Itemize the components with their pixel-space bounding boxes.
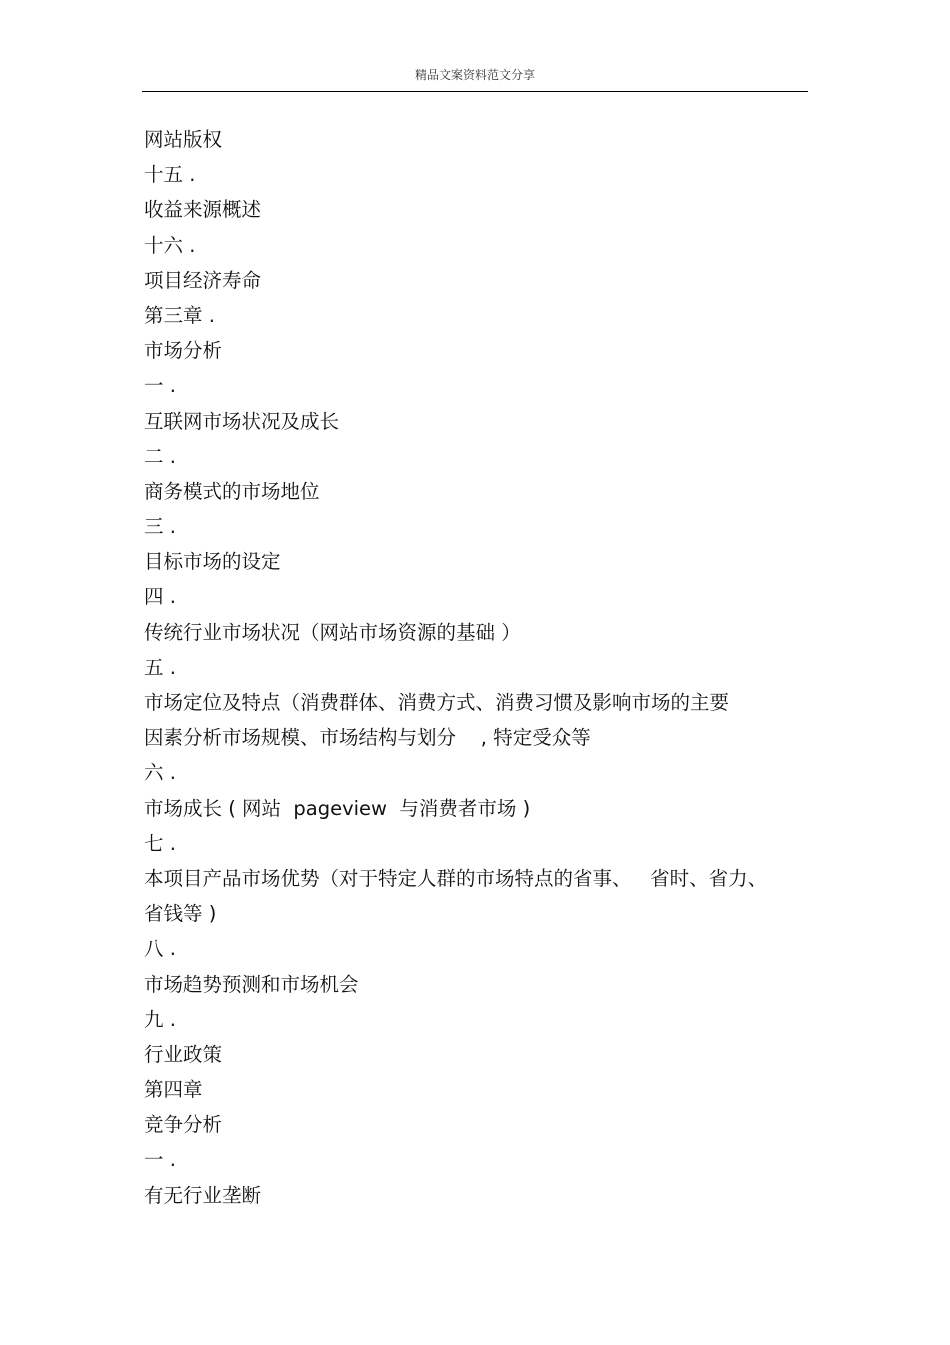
text-line: 传统行业市场状况（网站市场资源的基础 ） [144,620,521,644]
text-line: 行业政策 [144,1042,223,1066]
text-line: 十五 . [144,163,196,187]
text-line: 市场趋势预测和市场机会 [144,972,359,996]
text-line: 项目经济寿命 [144,268,262,292]
text-line: 市场成长 ( 网站 pageview 与消费者市场 ) [144,796,531,820]
text-line: 四 . [144,585,176,609]
text-line: 市场定位及特点（消费群体、消费方式、消费习惯及影响市场的主要 [144,691,730,714]
text-line: 第三章 . [144,303,215,327]
text-line: 八 . [144,937,176,961]
text-line: 收益来源概述 [144,198,262,222]
text-line: 市场分析 [144,339,223,363]
text-line: 第四章 [144,1078,203,1102]
text-line: 十六 . [144,233,196,257]
text-line: 互联网市场状况及成长 [144,409,340,433]
text-line: 因素分析市场规模、市场结构与划分 , 特定受众等 [144,726,591,750]
text-line: 省钱等 ) [144,902,217,926]
header-divider [142,91,808,92]
text-line: 六 . [144,761,176,785]
text-line: 目标市场的设定 [144,550,281,574]
text-line: 二 . [144,444,176,468]
text-line: 七 . [144,831,176,855]
text-line: 商务模式的市场地位 [144,479,320,503]
page-header: 精品文案资料范文分享 [414,68,535,82]
text-line: 一 . [144,374,176,398]
text-line: 竞争分析 [144,1113,223,1137]
text-line: 三 . [144,515,176,539]
text-line: 一 . [144,1148,176,1172]
text-line: 网站版权 [144,128,223,151]
document-body [144,122,814,1213]
text-line: 九 . [144,1007,176,1031]
text-line: 有无行业垄断 [144,1183,262,1207]
text-line: 本项目产品市场优势（对于特定人群的市场特点的省事、 省时、省力、 [144,866,768,890]
text-line: 五 . [144,655,176,679]
